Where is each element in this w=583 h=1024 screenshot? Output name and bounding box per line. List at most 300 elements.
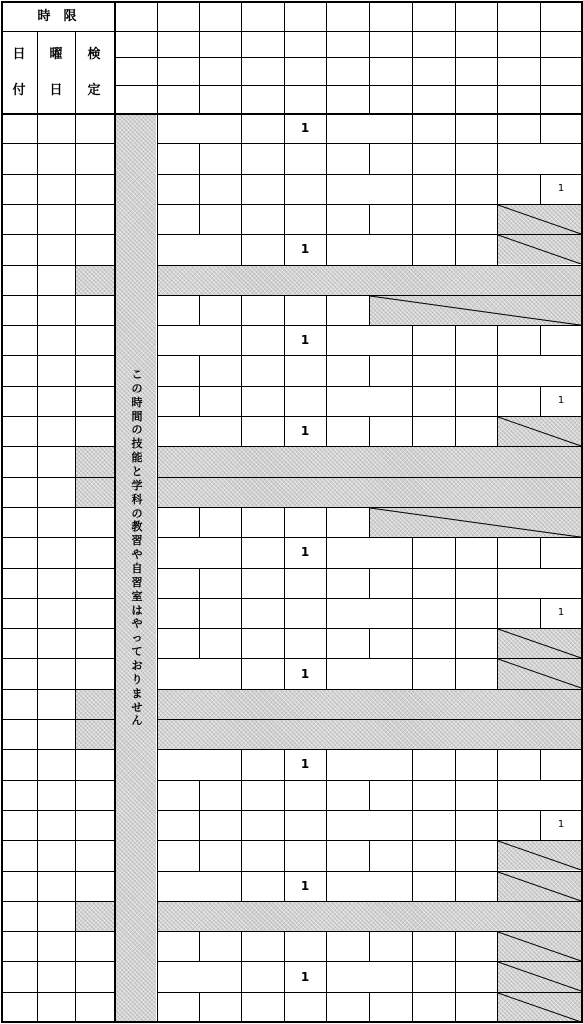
grid-line (1, 143, 115, 144)
period8-value (412, 174, 455, 204)
period-number-4 (241, 1, 284, 31)
period9-value (455, 658, 497, 688)
period-end-6 (326, 88, 369, 110)
empty-slot-diagonal (498, 629, 582, 658)
grid-line (75, 355, 76, 386)
period8-value (412, 234, 455, 264)
period1-note-char: 習 (131, 575, 143, 589)
period8-value (412, 416, 455, 446)
admission-info (157, 961, 241, 991)
provisional-license-exam (326, 810, 412, 840)
grid-line (157, 477, 583, 478)
grid-line (1, 234, 115, 235)
closed-day-label (157, 901, 582, 931)
grid-line (199, 568, 200, 599)
weekday (37, 719, 75, 749)
day-number (1, 871, 37, 901)
period1-note-char: 能 (131, 451, 143, 465)
grid-line (326, 386, 327, 417)
grid-line (199, 598, 200, 629)
grid-line (1, 507, 115, 508)
grid-line (241, 174, 242, 205)
grid-line (37, 325, 38, 356)
grid-line (37, 628, 38, 659)
grid-line (369, 416, 370, 447)
grid-line (412, 386, 413, 417)
day-number (1, 204, 37, 234)
grid-line (326, 234, 327, 265)
grid-line (157, 992, 583, 993)
grid-line (241, 113, 242, 144)
grid-line (326, 780, 327, 811)
grid-line (326, 628, 327, 659)
weekday-header-top: 曜 (49, 46, 63, 62)
exam-type (75, 416, 114, 446)
aptitude-test (241, 325, 284, 355)
grid-line (37, 810, 38, 841)
aptitude-count: 1 (300, 878, 310, 893)
grid-line (157, 931, 583, 932)
empty-slot-diagonal (498, 417, 582, 446)
grid-line (284, 537, 285, 568)
grid-line (412, 840, 413, 871)
grid-line (326, 871, 327, 902)
exam-type (75, 628, 114, 658)
period-number-7 (369, 1, 412, 31)
grid-line (326, 507, 327, 538)
grid-line (326, 568, 327, 599)
grid-line (497, 568, 498, 599)
grid-line (455, 810, 456, 841)
grid-line (1, 658, 115, 659)
period-end-7 (369, 88, 412, 110)
empty-slot-diagonal (498, 872, 582, 901)
grid-line (37, 31, 38, 114)
period-start-2 (157, 34, 199, 56)
grid-line (37, 749, 38, 780)
period1-note-char: ん (131, 714, 143, 728)
period8-value (412, 780, 455, 810)
aptitude-count: 1 (300, 424, 310, 439)
period-start-1 (114, 34, 157, 56)
period1-note-char: や (131, 617, 143, 631)
period1-note (117, 368, 157, 728)
exam-none-shade (76, 266, 114, 295)
grid-line (1, 931, 115, 932)
period1-note-char: 科 (131, 492, 143, 506)
grid-line (1, 749, 115, 750)
grid-line (157, 719, 583, 720)
grid-line (1, 780, 115, 781)
provisional-license-exam (326, 325, 412, 355)
grid-line (284, 568, 285, 599)
grid-line (157, 386, 583, 387)
period1-note-char: り (131, 672, 143, 686)
period-end-3 (199, 88, 241, 110)
grid-line (75, 658, 76, 689)
grid-line (455, 749, 456, 780)
grid-line (455, 598, 456, 629)
period9-value (455, 234, 497, 264)
period8-value (412, 325, 455, 355)
grid-line (284, 507, 285, 538)
grid-line (497, 174, 498, 205)
arrow-down-icon (455, 60, 497, 82)
grid-line (284, 386, 285, 417)
grid-line (199, 386, 200, 417)
day-number (1, 780, 37, 810)
grid-line (497, 628, 498, 659)
grid-line (369, 295, 370, 326)
date-header-bottom: 付 (12, 82, 26, 98)
day-number (1, 689, 37, 719)
grid-line (157, 871, 583, 872)
exam-type (75, 780, 114, 810)
period8-value (412, 961, 455, 991)
grid-line (497, 931, 498, 962)
weekday (37, 446, 75, 476)
arrow-down-icon (199, 60, 241, 82)
day-number (1, 931, 37, 961)
period-start-4 (241, 34, 284, 56)
period-number-10 (497, 1, 540, 31)
period8-value (412, 749, 455, 779)
period-start-10 (497, 34, 540, 56)
grid-line (157, 416, 583, 417)
grid-line (37, 840, 38, 871)
exam-type (75, 749, 114, 779)
period-end-11 (540, 88, 582, 110)
weekday (37, 537, 75, 567)
admission-info (497, 143, 582, 173)
grid-line (157, 234, 583, 235)
grid-line (1, 689, 115, 690)
aptitude-test (241, 749, 284, 779)
grid-line (540, 174, 541, 205)
grid-line (75, 871, 76, 902)
admission-info (157, 234, 241, 264)
weekday (37, 568, 75, 598)
day-number (1, 810, 37, 840)
exam-type (75, 113, 114, 143)
arrow-down-icon (412, 60, 455, 82)
grid-line (326, 992, 327, 1023)
grid-line (157, 598, 583, 599)
period8-value (412, 386, 455, 416)
grid-line (412, 780, 413, 811)
grid-line (75, 961, 76, 992)
empty-slot-diagonal (498, 993, 582, 1022)
exam-type (75, 295, 114, 325)
grid-line (1, 840, 115, 841)
grid-line (241, 204, 242, 235)
grid-line (369, 204, 370, 235)
grid-line (1, 1021, 583, 1023)
grid-line (37, 295, 38, 326)
period-header-label: 時 限 (37, 8, 77, 24)
grid-line (497, 780, 498, 811)
day-number (1, 446, 37, 476)
grid-line (241, 537, 242, 568)
day-number (1, 143, 37, 173)
grid-line (157, 295, 583, 296)
grid-line (455, 113, 456, 144)
grid-line (1, 295, 115, 296)
weekday (37, 113, 75, 143)
grid-line (241, 598, 242, 629)
grid-line (114, 85, 583, 86)
aptitude-test (241, 871, 284, 901)
grid-line (37, 113, 38, 144)
grid-line (284, 295, 285, 326)
grid-line (540, 749, 541, 780)
weekday (37, 386, 75, 416)
period-end-10 (497, 88, 540, 110)
grid-line (1, 325, 115, 326)
grid-line (1, 265, 115, 266)
grid-line (157, 840, 583, 841)
exam-type (75, 810, 114, 840)
grid-line (497, 840, 498, 871)
exam-type (75, 931, 114, 961)
grid-line (37, 204, 38, 235)
empty-slot-diagonal (498, 205, 582, 234)
grid-line (1, 598, 115, 599)
grid-line (157, 961, 583, 962)
grid-line (497, 416, 498, 447)
weekday-header-bottom: 日 (49, 82, 63, 98)
grid-line (37, 416, 38, 447)
period-end-8 (412, 88, 455, 110)
grid-line (75, 507, 76, 538)
grid-line (284, 143, 285, 174)
exam-type (75, 507, 114, 537)
grid-line (412, 143, 413, 174)
arrow-down-icon (540, 60, 582, 82)
grid-line (497, 204, 498, 235)
grid-line (199, 204, 200, 235)
grid-line (75, 840, 76, 871)
grid-line (326, 325, 327, 356)
period-number-3 (199, 1, 241, 31)
grid-line (75, 780, 76, 811)
grid-line (455, 780, 456, 811)
weekday (37, 749, 75, 779)
grid-line (1, 568, 115, 569)
grid-line (75, 749, 76, 780)
period-end-5 (284, 88, 326, 110)
grid-line (157, 628, 583, 629)
grid-line (540, 537, 541, 568)
grid-line (157, 265, 583, 266)
period1-note-char: 学 (131, 478, 143, 492)
grid-line (1, 386, 115, 387)
grid-line (1, 446, 115, 447)
grid-line (75, 537, 76, 568)
weekday (37, 598, 75, 628)
empty-slot-diagonal (370, 296, 582, 325)
grid-line (241, 961, 242, 992)
weekday (37, 265, 75, 295)
grid-line (412, 416, 413, 447)
grid-line (497, 234, 498, 265)
day-number (1, 113, 37, 143)
grid-line (37, 598, 38, 629)
grid-line (1, 537, 115, 538)
day-number (1, 265, 37, 295)
grid-line (497, 871, 498, 902)
grid-line (37, 537, 38, 568)
grid-line (540, 113, 541, 144)
grid-line (455, 871, 456, 902)
grid-line (326, 174, 327, 205)
grid-line (369, 931, 370, 962)
grid-line (326, 961, 327, 992)
grid-line (455, 416, 456, 447)
day-number (1, 537, 37, 567)
weekday (37, 628, 75, 658)
grid-line (75, 265, 76, 296)
grid-line (369, 628, 370, 659)
day-number (1, 295, 37, 325)
period-number-1 (114, 1, 157, 31)
arrow-down-icon (114, 60, 157, 82)
grid-line (199, 628, 200, 659)
day-number (1, 416, 37, 446)
provisional-license-exam (326, 961, 412, 991)
weekday (37, 355, 75, 385)
aptitude-count: 1 (557, 394, 565, 406)
grid-line (199, 143, 200, 174)
grid-line (75, 568, 76, 599)
period8-value (412, 840, 455, 870)
exam-none-shade (76, 447, 114, 476)
grid-line (455, 628, 456, 659)
period-number-8 (412, 1, 455, 31)
grid-line (75, 325, 76, 356)
grid-line (157, 537, 583, 538)
exam-type (75, 143, 114, 173)
grid-line (199, 931, 200, 962)
grid-line (326, 143, 327, 174)
exam-type (75, 840, 114, 870)
grid-line (369, 143, 370, 174)
grid-line (540, 598, 541, 629)
grid-line (284, 598, 285, 629)
day-number (1, 840, 37, 870)
exam-none-shade (76, 902, 114, 931)
grid-line (326, 598, 327, 629)
period-number-5 (284, 1, 326, 31)
grid-line (412, 204, 413, 235)
period-end-9 (455, 88, 497, 110)
arrow-down-icon (497, 60, 540, 82)
period8-value (412, 143, 455, 173)
grid-line (75, 113, 76, 144)
grid-line (75, 143, 76, 174)
grid-line (497, 598, 498, 629)
day-number (1, 355, 37, 385)
empty-slot-diagonal (370, 508, 582, 537)
grid-line (412, 931, 413, 962)
period1-note-char: 室 (131, 589, 143, 603)
grid-line (326, 658, 327, 689)
period1-note-char: っ (131, 631, 143, 645)
closed-day-label (157, 446, 582, 476)
arrow-down-icon (326, 60, 369, 82)
exam-none-shade (76, 478, 114, 507)
grid-line (37, 689, 38, 720)
grid-line (1, 174, 115, 175)
provisional-license-exam (326, 174, 412, 204)
weekday (37, 174, 75, 204)
grid-line (497, 113, 498, 144)
grid-line (157, 446, 583, 447)
grid-line (455, 568, 456, 599)
grid-line (412, 658, 413, 689)
empty-slot-diagonal (498, 962, 582, 991)
period-number-11 (540, 1, 582, 31)
period8-value (412, 113, 455, 143)
weekday (37, 295, 75, 325)
grid-line (241, 810, 242, 841)
grid-line (157, 810, 583, 811)
provisional-license-exam (326, 113, 412, 143)
grid-line (241, 355, 242, 386)
grid-line (37, 719, 38, 750)
grid-line (157, 355, 583, 356)
aptitude-test (241, 416, 284, 446)
aptitude-test (241, 113, 284, 143)
grid-line (75, 204, 76, 235)
grid-line (1, 416, 115, 417)
exam-none-shade (76, 690, 114, 719)
day-number (1, 174, 37, 204)
grid-line (241, 780, 242, 811)
grid-line (497, 749, 498, 780)
period-number-2 (157, 1, 199, 31)
grid-line (326, 537, 327, 568)
grid-line (37, 355, 38, 386)
aptitude-test (241, 658, 284, 688)
provisional-license-exam (326, 598, 412, 628)
grid-line (157, 568, 583, 569)
grid-line (199, 295, 200, 326)
grid-line (326, 810, 327, 841)
aptitude-test (241, 961, 284, 991)
grid-line (241, 568, 242, 599)
period-start-9 (455, 34, 497, 56)
grid-line (369, 568, 370, 599)
period-number-9 (455, 1, 497, 31)
grid-line (412, 749, 413, 780)
grid-line (75, 598, 76, 629)
exam-header-bottom: 定 (87, 82, 101, 98)
grid-line (497, 355, 498, 386)
grid-line (37, 961, 38, 992)
grid-line (326, 931, 327, 962)
period-end-4 (241, 88, 284, 110)
grid-line (241, 143, 242, 174)
arrow-down-icon (284, 60, 326, 82)
day-number (1, 901, 37, 931)
exam-type (75, 568, 114, 598)
grid-line (369, 992, 370, 1023)
weekday (37, 477, 75, 507)
aptitude-test (497, 174, 540, 204)
grid-line (326, 840, 327, 871)
period1-note-char: 教 (131, 520, 143, 534)
